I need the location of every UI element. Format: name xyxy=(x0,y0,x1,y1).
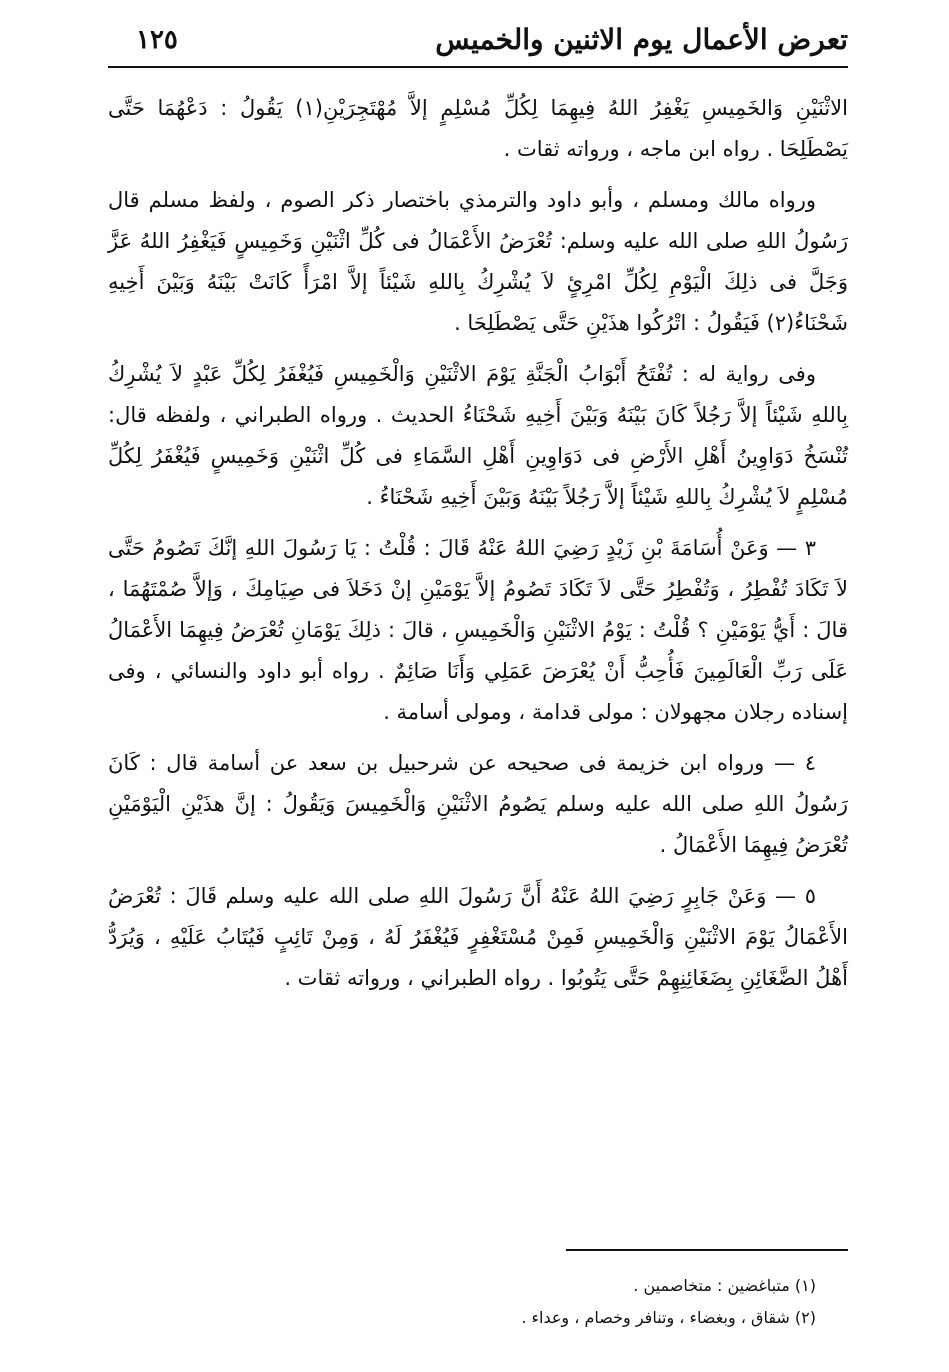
running-title: تعرض الأعمال يوم الاثنين والخميس xyxy=(435,23,848,56)
page-header xyxy=(108,14,848,62)
body-text xyxy=(108,88,848,1009)
paragraph-another-narration: وفى رواية له : تُفْتَحُ أَبْوَابُ الْجَنَّةِ يَوْمَ الاثْنَيْنِ وَالْخَمِيسِ فَيُغْفَرُ لِكُلِّ عَبْدٍ لاَ يُشْرِكُ بِاللهِ شَيْئاً إلاَّ رَجُلاً كَانَ بَيْنَهُ وَبَيْنَ أَخِيهِ شَحْنَاءُ الحديث . ورواه الطبراني ، ولفظه قال: تُنْسَخُ دَوَاوِينُ أَهْلِ الأَرْضِ فى دَوَاوِينِ أَهْلِ السَّمَاءِ فى كُلِّ اثْنَيْنِ وَخَمِيسٍ فَيُغْفَرُ لِكُلِّ مُسْلِمٍ لاَ يُشْرِكُ بِاللهِ شَيْئاً إلاَّ رَجُلاً بَيْنَهُ وَبَيْنَ أَخِيهِ شَحْنَاءُ . xyxy=(108,362,848,509)
paragraph-continuation: الاثْنَيْنِ وَالخَمِيسِ يَغْفِرُ اللهُ فِيهِمَا لِكُلِّ مُسْلِمٍ إلاَّ مُهْتَجِرَيْنِ(١) يَقُولُ : دَعْهُمَا حَتَّى يَصْطَلِحَا . رواه ابن ماجه ، ورواته ثقات . xyxy=(108,96,848,161)
paragraph-hadith-3: ٣ — وَعَنْ أُسَامَةَ بْنِ زَيْدٍ رَضِيَ اللهُ عَنْهُ قَالَ : قُلْتُ : يَا رَسُولَ اللهِ إنَّكَ تَصُومُ حَتَّى لاَ تَكَادَ تُفْطِرُ ، وَتُفْطِرُ حَتَّى لاَ تَكَادَ تَصُومُ إلاَّ يَوْمَيْنِ إنْ دَخَلاَ فى صِيَامِكَ ، وَإلاَّ صُمْتَهُمَا ، قالَ : أَيُّ يَوْمَيْنِ ؟ قُلْتُ : يَوْمُ الاثْنَيْنِ وَالْخَمِيسِ ، قالَ : ذلِكَ يَوْمَانِ تُعْرَضُ فِيهِمَا الأَعْمَالُ عَلَى رَبِّ الْعَالَمِينَ فَأُحِبُّ أَنْ يُعْرَضَ عَمَلِي وَأَنَا صَائِمٌ . رواه أبو داود والنسائي ، وفى إسناده رجلان مجهولان : مولى قدامة ، ومولى أسامة . xyxy=(108,536,848,724)
paragraph-hadith-5: ٥ — وَعَنْ جَابِرٍ رَضِيَ اللهُ عَنْهُ أَنَّ رَسُولَ اللهِ صلى الله عليه وسلم قَالَ : تُعْرَضُ الأَعْمَالُ يَوْمَ الاثْنَيْنِ وَالْخَمِيسِ فَمِنْ مُسْتَغْفِرٍ فَيُغْفَرُ لَهُ ، وَمِنْ تَائِبٍ فَيُتَابُ عَلَيْهِ ، وَيُرَدُّ أَهْلُ الضَّغَائِنِ بِضَغَائِنِهِمْ حَتَّى يَتُوبُوا . رواه الطبراني ، ورواته ثقات . xyxy=(108,884,848,990)
paragraph-hadith-4: ٤ — ورواه ابن خزيمة فى صحيحه عن شرحبيل بن سعد عن أسامة قال : كَانَ رَسُولُ اللهِ صلى الله عليه وسلم يَصُومُ الاثْنَيْنِ وَالْخَمِيسَ وَيَقُولُ : إنَّ هذَيْنِ الْيَوْمَيْنِ تُعْرَضُ فِيهِمَا الأَعْمَالُ . xyxy=(108,751,848,857)
footnote-2: (٢) شقاق ، وبغضاء ، وتنافر وخصام ، وعداء . xyxy=(521,1308,816,1327)
footnote-rule xyxy=(566,1249,848,1251)
footnote-1: (١) متباغضين : متخاصمين . xyxy=(633,1276,816,1295)
page-number: ١٢٥ xyxy=(136,25,178,55)
footnotes xyxy=(108,1270,848,1334)
paragraph-muslim-narration: ورواه مالك ومسلم ، وأبو داود والترمذي باختصار ذكر الصوم ، ولفظ مسلم قال رَسُولُ اللهِ صلى الله عليه وسلم: تُعْرَضُ الأَعْمَالُ فى كُلِّ اثْنَيْنِ وَخَمِيسٍ فَيَغْفِرُ اللهُ عَزَّ وَجَلَّ فى ذلِكَ الْيَوْمِ لِكُلِّ امْرِئٍ لاَ يُشْرِكُ بِاللهِ شَيْئاً إلاَّ امْرَأً كَانَتْ بَيْنَهُ وَبَيْنَ أَخِيهِ شَحْنَاءُ(٢) فَيَقُولُ : اتْرُكُوا هذَيْنِ حَتَّى يَصْطَلِحَا . xyxy=(108,188,848,335)
header-rule xyxy=(108,66,848,68)
